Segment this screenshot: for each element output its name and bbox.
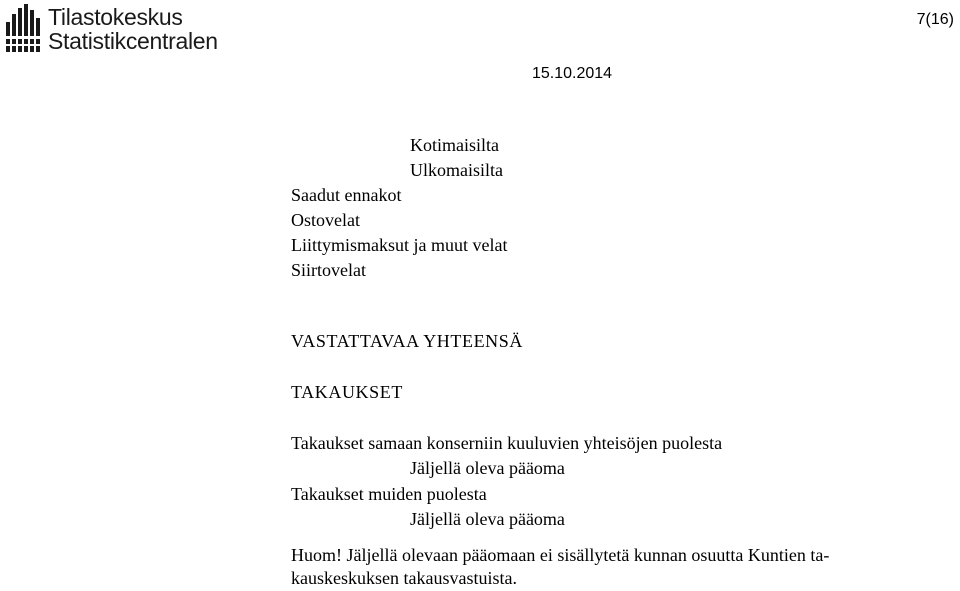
heading-takaukset: TAKAUKSET bbox=[291, 382, 403, 402]
logo-mark-icon bbox=[4, 4, 46, 54]
row-kotimaisilta: Kotimaisilta bbox=[410, 135, 499, 155]
row-liittymismaksut: Liittymismaksut ja muut velat bbox=[291, 235, 508, 255]
row-takaukset-muiden: Takaukset muiden puolesta bbox=[291, 484, 487, 504]
row-saadut-ennakot: Saadut ennakot bbox=[291, 185, 402, 205]
row-jaljella-oleva-paaoma-2: Jäljellä oleva pääoma bbox=[410, 509, 565, 529]
row-jaljella-oleva-paaoma-1: Jäljellä oleva pääoma bbox=[410, 458, 565, 478]
note-line-1: Huom! Jäljellä olevaan pääomaan ei sisällytetä kunnan osuutta Kuntien ta- bbox=[291, 545, 830, 565]
row-siirtovelat: Siirtovelat bbox=[291, 260, 366, 280]
row-ostovelat: Ostovelat bbox=[291, 210, 360, 230]
page-number: 7(16) bbox=[916, 11, 954, 28]
document-date: 15.10.2014 bbox=[532, 65, 613, 82]
logo-text-swedish: Statistikcentralen bbox=[48, 28, 218, 54]
row-ulkomaisilta: Ulkomaisilta bbox=[410, 160, 503, 180]
logo-text-finnish: Tilastokeskus bbox=[48, 4, 183, 30]
heading-vastattavaa-yhteensa: VASTATTAVAA YHTEENSÄ bbox=[291, 331, 523, 351]
note-line-2: kauskeskuksen takausvastuista. bbox=[291, 568, 517, 588]
row-takaukset-konserni: Takaukset samaan konserniin kuuluvien yhteisöjen puolesta bbox=[291, 433, 723, 453]
statistics-finland-logo bbox=[4, 4, 254, 56]
